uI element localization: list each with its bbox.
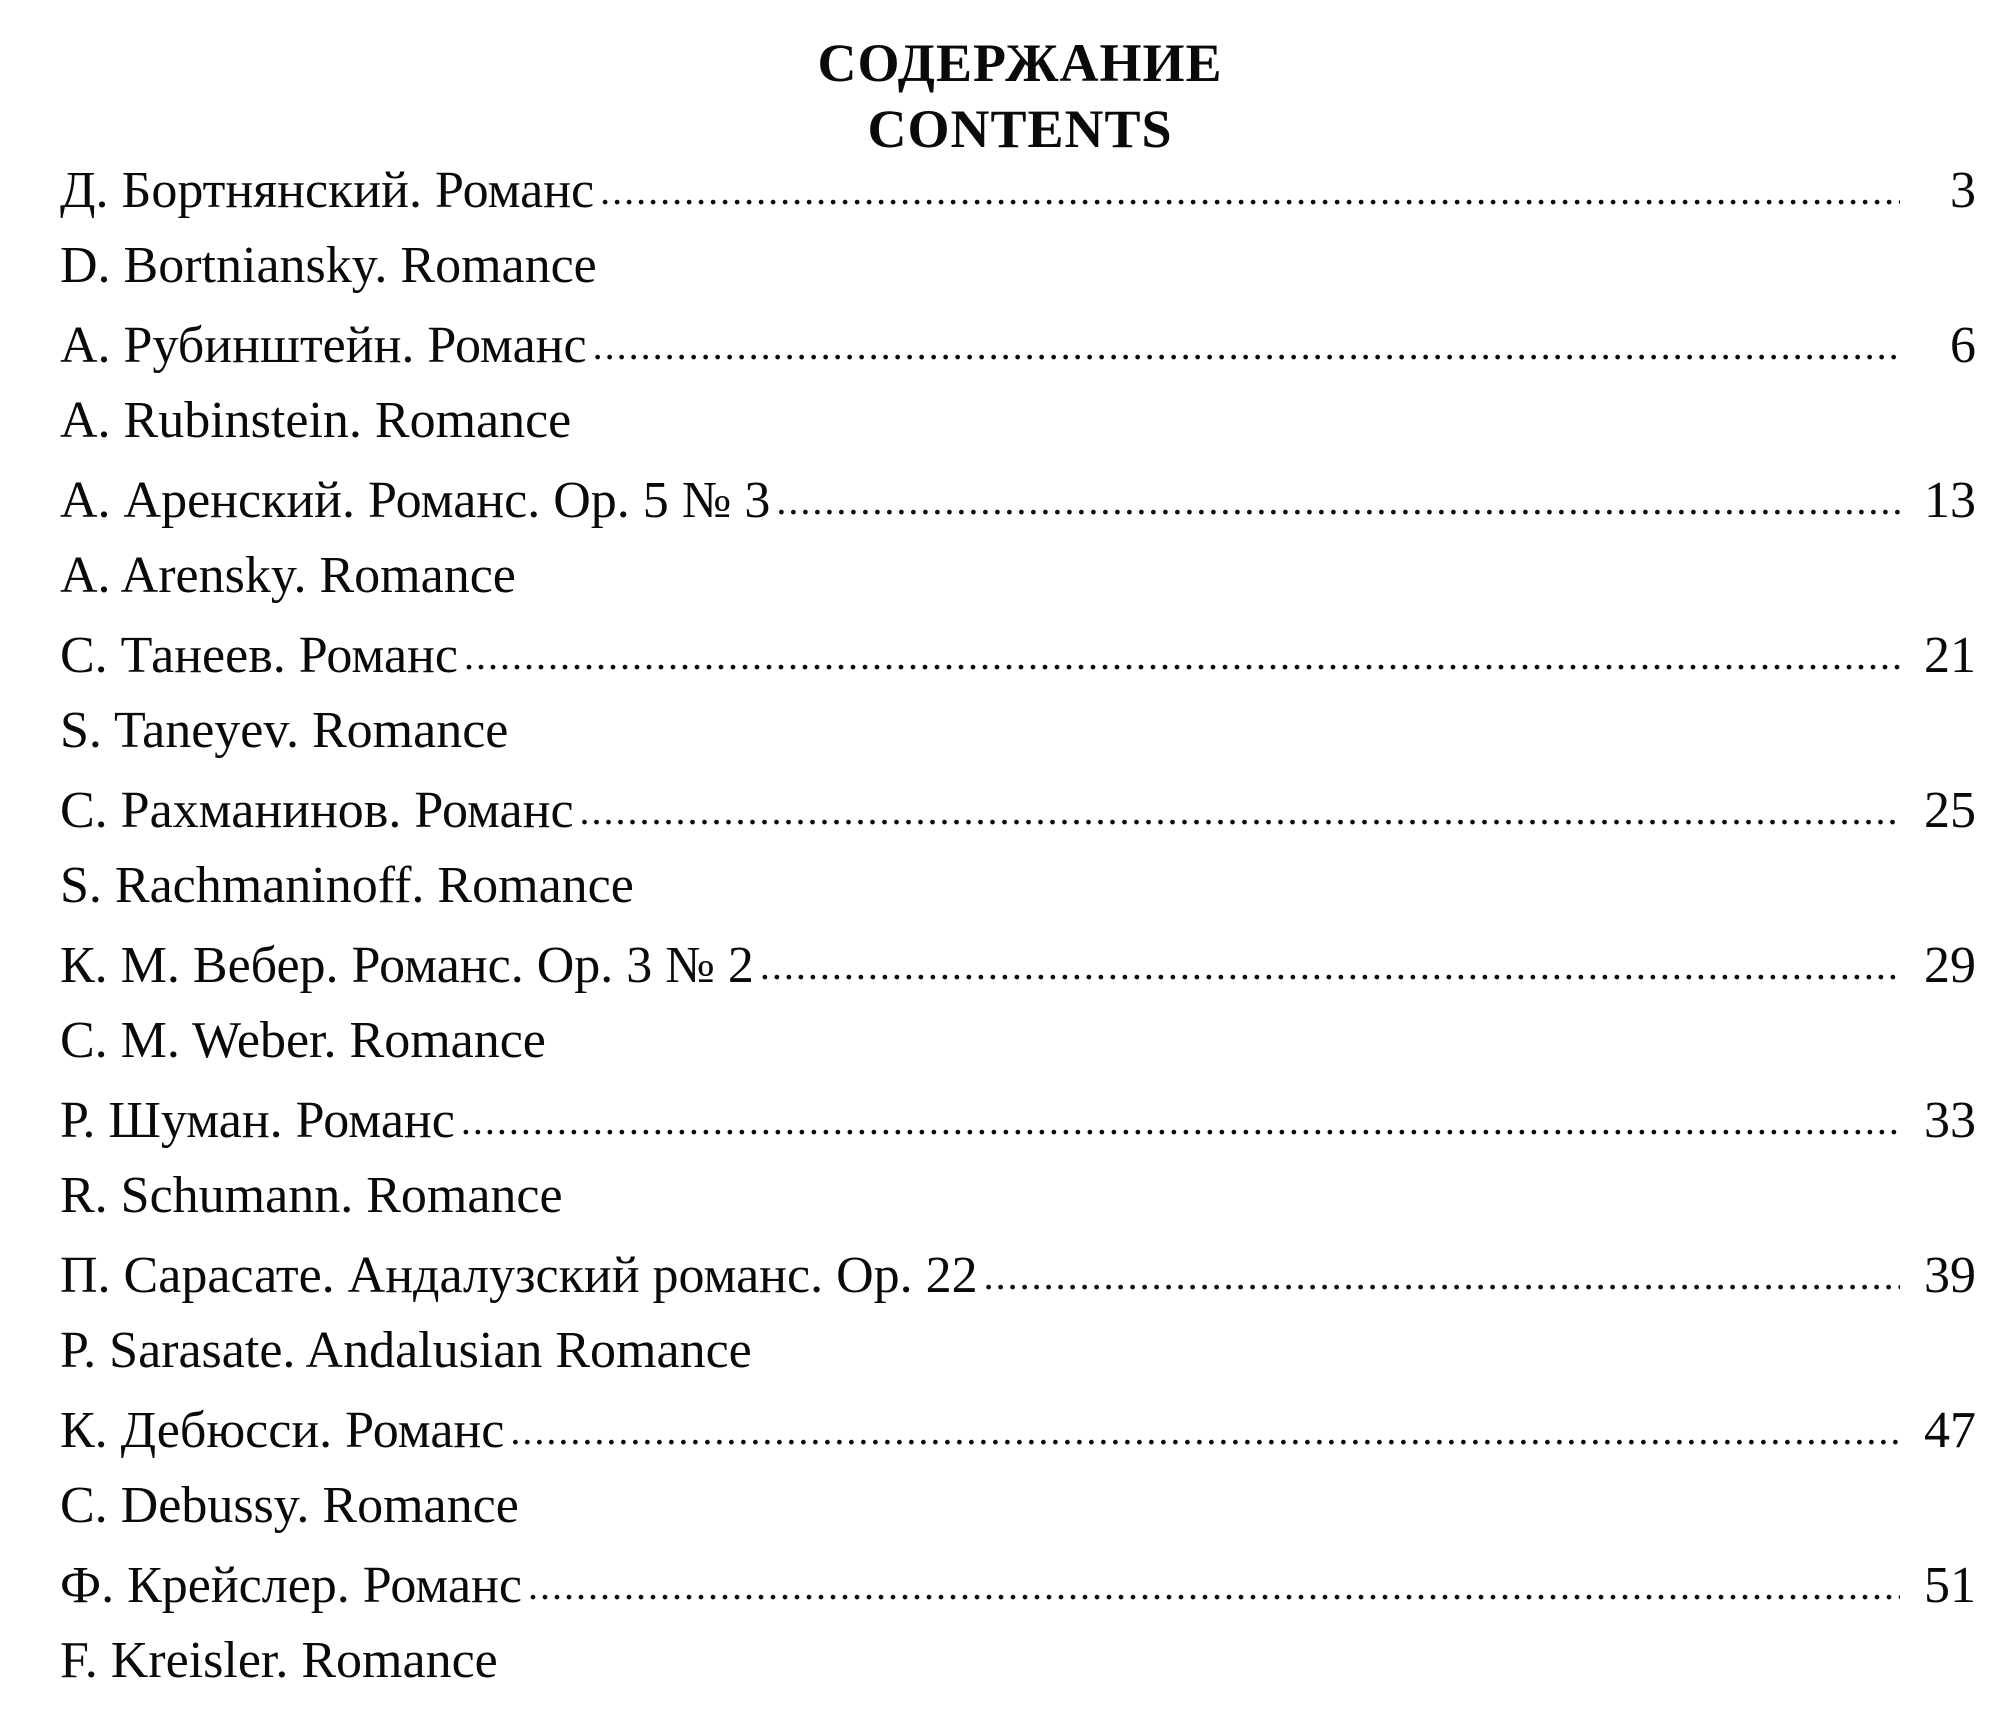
table-of-contents [60, 160, 1976, 1710]
entry-title-english: F. Kreisler. Romance [60, 1632, 498, 1689]
dot-leader [510, 1400, 1900, 1462]
entry-page-number: 29 [1924, 937, 1976, 994]
entry-page-number: 3 [1950, 162, 1976, 219]
entry-title-russian: П. Сарасате. Андалузский романс. Op. 22 [60, 1247, 978, 1304]
title-english: CONTENTS [867, 99, 1173, 159]
dot-leader [776, 470, 1900, 532]
entry-title-english: A. Rubinstein. Romance [60, 392, 572, 449]
toc-entry-rachmaninoff[interactable] [60, 780, 1976, 935]
toc-entry-debussy[interactable] [60, 1400, 1976, 1555]
dot-leader [760, 935, 1900, 997]
dot-leader [600, 160, 1900, 222]
toc-entry-rubinstein[interactable] [60, 315, 1976, 470]
toc-entry-line [60, 315, 1976, 380]
toc-entry-schumann[interactable] [60, 1090, 1976, 1245]
toc-entry-line [60, 1245, 1976, 1310]
entry-title-russian: А. Аренский. Романс. Op. 5 № 3 [60, 472, 771, 529]
entry-page-number: 33 [1924, 1092, 1976, 1149]
title-russian: СОДЕРЖАНИЕ [817, 33, 1223, 93]
entry-page-number: 21 [1924, 627, 1976, 684]
toc-entry-weber[interactable] [60, 935, 1976, 1090]
entry-page-number: 25 [1924, 782, 1976, 839]
toc-entry-line [60, 1090, 1976, 1155]
entry-title-russian: А. Рубинштейн. Романс [60, 317, 587, 374]
entry-title-english: A. Arensky. Romance [60, 547, 516, 604]
toc-entry-line [60, 625, 1976, 690]
toc-entry-line [60, 470, 1976, 535]
toc-entry-line [60, 780, 1976, 845]
entry-title-english: P. Sarasate. Andalusian Romance [60, 1322, 752, 1379]
entry-title-english: C. Debussy. Romance [60, 1477, 519, 1534]
entry-title-english: S. Taneyev. Romance [60, 702, 509, 759]
dot-leader [593, 315, 1900, 377]
toc-entry-line [60, 1555, 1976, 1620]
toc-entry-line [60, 935, 1976, 1000]
dot-leader [464, 625, 1900, 687]
dot-leader [984, 1245, 1900, 1307]
toc-entry-sarasate[interactable] [60, 1245, 1976, 1400]
entry-page-number: 47 [1924, 1402, 1976, 1459]
dot-leader [580, 780, 1900, 842]
dot-leader [461, 1090, 1900, 1152]
entry-title-russian: Р. Шуман. Романс [60, 1092, 455, 1149]
entry-page-number: 51 [1924, 1557, 1976, 1614]
entry-title-russian: Ф. Крейслер. Романс [60, 1557, 522, 1614]
toc-entry-kreisler[interactable] [60, 1555, 1976, 1710]
toc-entry-arensky[interactable] [60, 470, 1976, 625]
entry-title-english: R. Schumann. Romance [60, 1167, 563, 1224]
entry-page-number: 6 [1950, 317, 1976, 374]
entry-title-english: S. Rachmaninoff. Romance [60, 857, 634, 914]
entry-title-english: D. Bortniansky. Romance [60, 237, 597, 294]
entry-title-russian: С. Танеев. Романс [60, 627, 458, 684]
entry-title-russian: С. Рахманинов. Романс [60, 782, 574, 839]
toc-entry-line [60, 1400, 1976, 1465]
page-header [0, 30, 2000, 162]
entry-title-russian: Д. Бортнянский. Романс [60, 162, 595, 219]
toc-entry-line [60, 160, 1976, 225]
entry-title-english: C. M. Weber. Romance [60, 1012, 546, 1069]
toc-entry-taneyev[interactable] [60, 625, 1976, 780]
entry-title-russian: К. М. Вебер. Романс. Op. 3 № 2 [60, 937, 754, 994]
entry-title-russian: К. Дебюсси. Романс [60, 1402, 505, 1459]
toc-entry-bortniansky[interactable] [60, 160, 1976, 315]
entry-page-number: 13 [1924, 472, 1976, 529]
dot-leader [528, 1555, 1900, 1617]
entry-page-number: 39 [1924, 1247, 1976, 1304]
